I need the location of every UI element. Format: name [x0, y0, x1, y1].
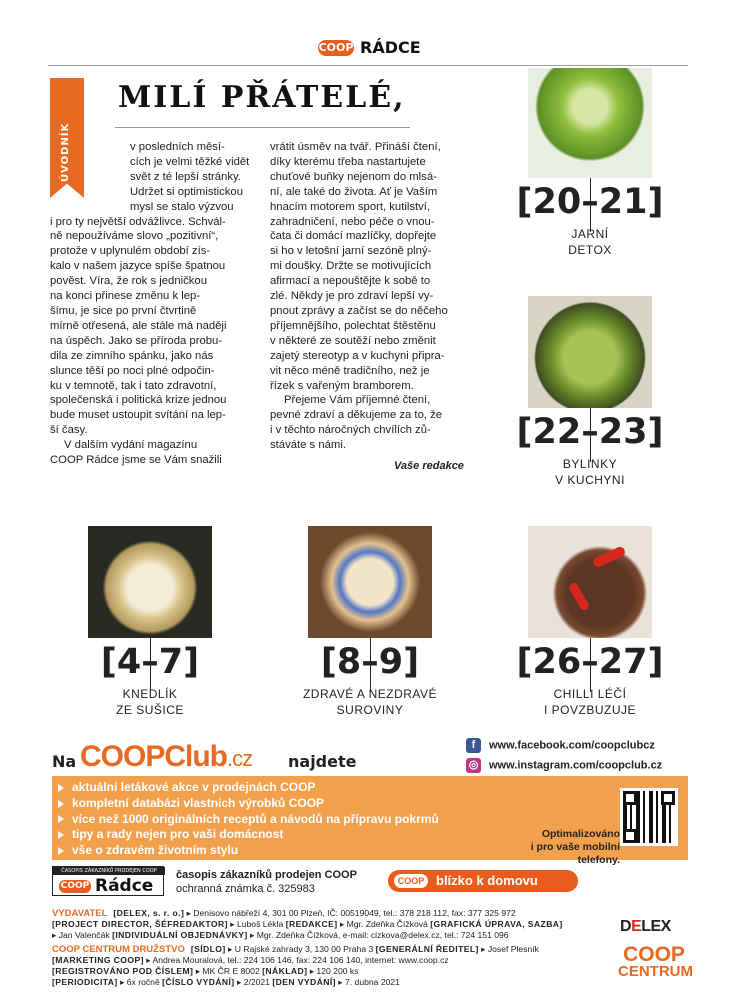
list-item-text: vše o zdravém životním stylu: [72, 843, 239, 858]
feature-label-line: DETOX: [568, 243, 612, 257]
feature-label: [510, 456, 670, 488]
imprint-value: ▸ Josef Plesník: [481, 944, 539, 954]
text-line: i pro ty největší odvážlivce. Schvál-: [50, 215, 226, 228]
text-line: cích je velmi těžké vidět: [130, 155, 250, 168]
feature-label-line: I POVZBUZUJE: [543, 703, 636, 717]
magazine-tagline: časopis zákazníků prodejen COOP: [176, 869, 357, 881]
feature-label-line: JARNÍ: [571, 227, 609, 241]
logo-name: Rádce: [95, 876, 154, 896]
text-line: pevné zdraví a děkujeme za to, že: [270, 409, 443, 422]
imprint-value: ▸ MK ČR E 8002: [195, 966, 260, 976]
text-line: Udržet si optimistickou: [130, 185, 244, 198]
text-line: díky kterému třeba nastartujete: [270, 155, 426, 168]
imprint-value: ▸ Jan Valenčák: [52, 930, 110, 940]
instagram-link[interactable]: [466, 758, 662, 773]
delex-logo: [620, 918, 671, 936]
dumpling-photo: [88, 526, 212, 638]
editorial-signature: Vaše redakce: [394, 460, 464, 472]
text-line: bude muset ustoupit svítání na lep-: [50, 409, 226, 422]
imprint-key: [PERIODICITA]: [52, 977, 118, 987]
imprint-key: [SÍDLO]: [190, 944, 226, 954]
mobile-optimized-note: [490, 828, 620, 867]
page-header: [0, 34, 739, 62]
text-line: protože v uplynulém období zís-: [50, 245, 211, 258]
feature-label-line: KNEDLÍK: [122, 687, 178, 701]
imprint-line: [52, 930, 612, 941]
text-line: řízek s vařeným bramborem.: [270, 379, 414, 392]
editorial-title: MILÍ PŘÁTELÉ,: [118, 80, 406, 115]
text-line: vrátit úsměv na tvář. Přináší čtení,: [270, 141, 441, 153]
imprint-key: [DELEX, s. r. o.]: [113, 908, 185, 918]
logo-subtitle: ČASOPIS ZÁKAZNÍKŮ PRODEJEN COOP: [53, 867, 165, 875]
section-ribbon-label: ÚVODNÍK: [60, 122, 71, 182]
feature-label-line: ZE SUŠICE: [116, 703, 184, 717]
imprint-value: ▸ Mgr. Zdeňka Čížková: [339, 919, 428, 929]
list-item: [58, 843, 498, 859]
feature-label-line: BYLINKY: [562, 457, 618, 471]
qr-corner: [661, 791, 675, 805]
magazine-description: [176, 868, 357, 896]
delex-letters: LEX: [641, 918, 671, 935]
instagram-url: www.instagram.com/coopclub.cz: [489, 759, 663, 772]
feature-label-line: ZDRAVÉ A NEZDRAVÉ: [302, 687, 438, 701]
imprint-line: [52, 955, 612, 966]
instagram-icon: ◎: [466, 758, 481, 773]
editorial-column-1: [50, 140, 260, 468]
feature-pages[interactable]: [20–21]: [516, 182, 664, 222]
imprint-key: [GRAFICKÁ ÚPRAVA, SAZBA]: [430, 919, 563, 929]
text-line: mi doušky. Držte se motivujících: [270, 260, 432, 273]
list-item: [58, 812, 498, 828]
feature-pages[interactable]: [4–7]: [100, 642, 200, 682]
text-line: na úspěch. Jako se příroda probu-: [50, 334, 223, 347]
feature-label: [70, 686, 230, 718]
blizko-coop-badge: COOP: [394, 874, 428, 888]
text-line: v některé ze soutěží nebo změnit: [270, 334, 436, 347]
imprint-key: [DEN VYDÁNÍ]: [272, 977, 336, 987]
header-divider: [48, 65, 688, 66]
club-benefits-list: [58, 780, 498, 859]
feature-label-line: SUROVINY: [336, 703, 404, 717]
text-line: COOP Rádce jsme se Vám snažili: [50, 454, 222, 467]
text-line: pnout zprávy a začíst se do něčeho: [270, 304, 448, 317]
feature-label: [510, 226, 670, 258]
text-line: zajetý stereotyp a v kuchyni připra-: [270, 349, 445, 362]
feature-label: [510, 686, 670, 718]
text-line: příjemnějšího, polechtat štěstěnu: [270, 319, 436, 332]
imprint-value: ▸ Luboš Lékla: [230, 919, 284, 929]
imprint-line: [52, 966, 612, 977]
list-item: [58, 780, 498, 796]
list-item-text: více než 1000 originálních receptů a návodů na přípravu pokrmů: [72, 811, 439, 826]
qr-corner: [623, 791, 637, 805]
imprint-heading: VYDAVATEL: [52, 908, 108, 919]
mobile-note-line: i pro vaše mobilní telefony.: [530, 841, 620, 866]
qr-code-icon[interactable]: [620, 788, 678, 846]
list-item: [58, 827, 498, 843]
text-line: ně nepoužíváme slovo „pozitivní“,: [50, 230, 219, 243]
healthy-food-photo: [308, 526, 432, 638]
bullet-arrow-icon: [58, 800, 64, 808]
imprint-heading: COOP CENTRUM DRUŽSTVO: [52, 944, 185, 955]
club-suffix: najdete: [288, 752, 357, 771]
centrum-logo-bottom: CENTRUM: [618, 963, 693, 980]
list-item-text: kompletní databázi vlastních výrobků COOP: [72, 795, 325, 810]
imprint-value: ▸ Mgr. Zdeňka Čížková, e-mail: cizkova@delex.cz, tel.: 724 151 096: [250, 930, 509, 940]
imprint-value: ▸ Denisovo nábřeží 4, 301 00 Plzeň, IČ: 00519049, tel.: 378 218 112, fax: 377 325 972: [186, 908, 516, 918]
text-line: Přejeme Vám příjemné čtení,: [284, 394, 431, 407]
text-line: společenská i politická krize jednou: [50, 394, 227, 407]
club-logo-text: COOPClub: [80, 740, 227, 773]
imprint-line: [52, 908, 612, 919]
qr-corner: [623, 829, 637, 843]
blizko-slogan: blízko k domovu: [436, 873, 538, 888]
text-line: kalo v našem jazyce spíše špatnou: [50, 260, 226, 273]
imprint-value: ▸ 6x ročně: [120, 977, 160, 987]
bullet-arrow-icon: [58, 815, 64, 823]
text-line: ší časy.: [50, 424, 88, 437]
imprint-line: [52, 919, 612, 930]
imprint-value: ▸ U Rajské zahrady 3, 130 00 Praha 3: [228, 944, 374, 954]
logo-coop-badge: COOP: [60, 881, 90, 891]
facebook-link[interactable]: [466, 738, 655, 753]
imprint-value: ▸ 2/2021: [236, 977, 270, 987]
delex-letter-accent: E: [631, 918, 642, 935]
text-line: vit něco méně tradičního, než je: [270, 364, 430, 377]
text-line: ku v temnotě, tak i tato zdravotní,: [50, 379, 217, 392]
imprint-value: ▸ 120 200 ks: [309, 966, 359, 976]
text-line: svět z té lepší stránky.: [130, 170, 241, 183]
text-line: mírně otřesená, ale stále má naději: [50, 319, 227, 332]
coop-centrum-logo: [618, 943, 693, 980]
bullet-arrow-icon: [58, 831, 64, 839]
feature-label: [280, 686, 460, 718]
list-item: [58, 796, 498, 812]
trademark-number: ochranná známka č. 325983: [176, 883, 315, 895]
text-line: zahradničení, nebo péče o vnou-: [270, 215, 435, 228]
facebook-icon: f: [466, 738, 481, 753]
list-item-text: tipy a rady nejen pro vaši domácnost: [72, 827, 284, 842]
coop-logo: COOP: [318, 41, 354, 54]
editorial-column-2: [270, 140, 470, 453]
text-line: i v těchto náročných chvílích zů-: [270, 424, 431, 437]
text-line: ní, ale také do života. Ať je Vaším: [270, 185, 438, 198]
text-line: v posledních měsí-: [130, 141, 225, 153]
bullet-arrow-icon: [58, 784, 64, 792]
imprint-line: [52, 977, 612, 988]
magazine-name: RÁDCE: [360, 38, 421, 57]
text-line: afirmací a nepouštějte k sobě to: [270, 275, 431, 288]
text-line: mysl se stalo výzvou: [130, 200, 234, 213]
feature-pages[interactable]: [22–23]: [516, 412, 664, 452]
mobile-note-line: Optimalizováno: [541, 828, 620, 840]
chilli-cake-photo: [528, 526, 652, 638]
imprint-key: [ČÍSLO VYDÁNÍ]: [162, 977, 235, 987]
feature-pages[interactable]: [26–27]: [516, 642, 664, 682]
detox-photo: [528, 68, 652, 178]
text-line: chuťové buňky nejenom do mlsá-: [270, 170, 437, 183]
imprint-line: [52, 944, 612, 955]
blizko-k-domovu-logo: [388, 870, 578, 892]
bullet-arrow-icon: [58, 847, 64, 855]
herbs-photo: [528, 296, 652, 408]
coop-club-logo[interactable]: [80, 740, 252, 774]
facebook-url: www.facebook.com/coopclubcz: [489, 739, 655, 752]
text-line: slunce těší po noci plné odpočin-: [50, 364, 215, 377]
feature-label-line: CHILLI LÉČÍ: [553, 687, 627, 701]
imprint-key: [MARKETING COOP]: [52, 955, 144, 965]
text-line: stáváte s námi.: [270, 439, 346, 452]
text-line: šímu, je sice po první čtvrtině: [50, 304, 197, 317]
imprint-key: [GENERÁLNÍ ŘEDITEL]: [375, 944, 479, 954]
delex-letter: D: [620, 918, 632, 935]
imprint-key: [PROJECT DIRECTOR, ŠÉFREDAKTOR]: [52, 919, 228, 929]
text-line: čata či domácí mazlíčky, dopřejte: [270, 230, 437, 243]
text-line: zlé. Někdy je pro zdraví lepší vy-: [270, 290, 434, 303]
text-line: pověst. Víra, že rok s jedničkou: [50, 275, 207, 288]
imprint-value: ▸ Andrea Mouralová, tel.: 224 106 146, fax: 224 106 140, internet: www.coop.cz: [146, 955, 449, 965]
feature-pages[interactable]: [8–9]: [320, 642, 420, 682]
text-line: hnacím motorem sport, kutilství,: [270, 200, 431, 213]
imprint-key: [INDIVIDUÁLNÍ OBJEDNÁVKY]: [112, 930, 248, 940]
title-underline: [115, 127, 410, 128]
text-line: si ho v letošní jarní sezóně plný-: [270, 245, 432, 258]
club-prefix: Na: [52, 752, 77, 771]
centrum-logo-top: COOP: [623, 943, 685, 966]
imprint-key: [NÁKLAD]: [262, 966, 308, 976]
list-item-text: aktuální letákové akce v prodejnách COOP: [72, 780, 316, 794]
imprint-value: ▸ 7. dubna 2021: [338, 977, 400, 987]
text-line: na konci přinese změnu k lep-: [50, 290, 201, 303]
club-logo-domain: .cz: [227, 746, 253, 771]
text-line: dila ze zimního spánku, jako nás: [50, 349, 214, 362]
coop-radce-logo: [52, 866, 164, 896]
imprint-key: [REGISTROVÁNO POD ČÍSLEM]: [52, 966, 194, 976]
text-line: V dalším vydání magazínu: [64, 439, 198, 452]
feature-label-line: V KUCHYNI: [555, 473, 625, 487]
imprint-key: [REDAKCE]: [285, 919, 338, 929]
